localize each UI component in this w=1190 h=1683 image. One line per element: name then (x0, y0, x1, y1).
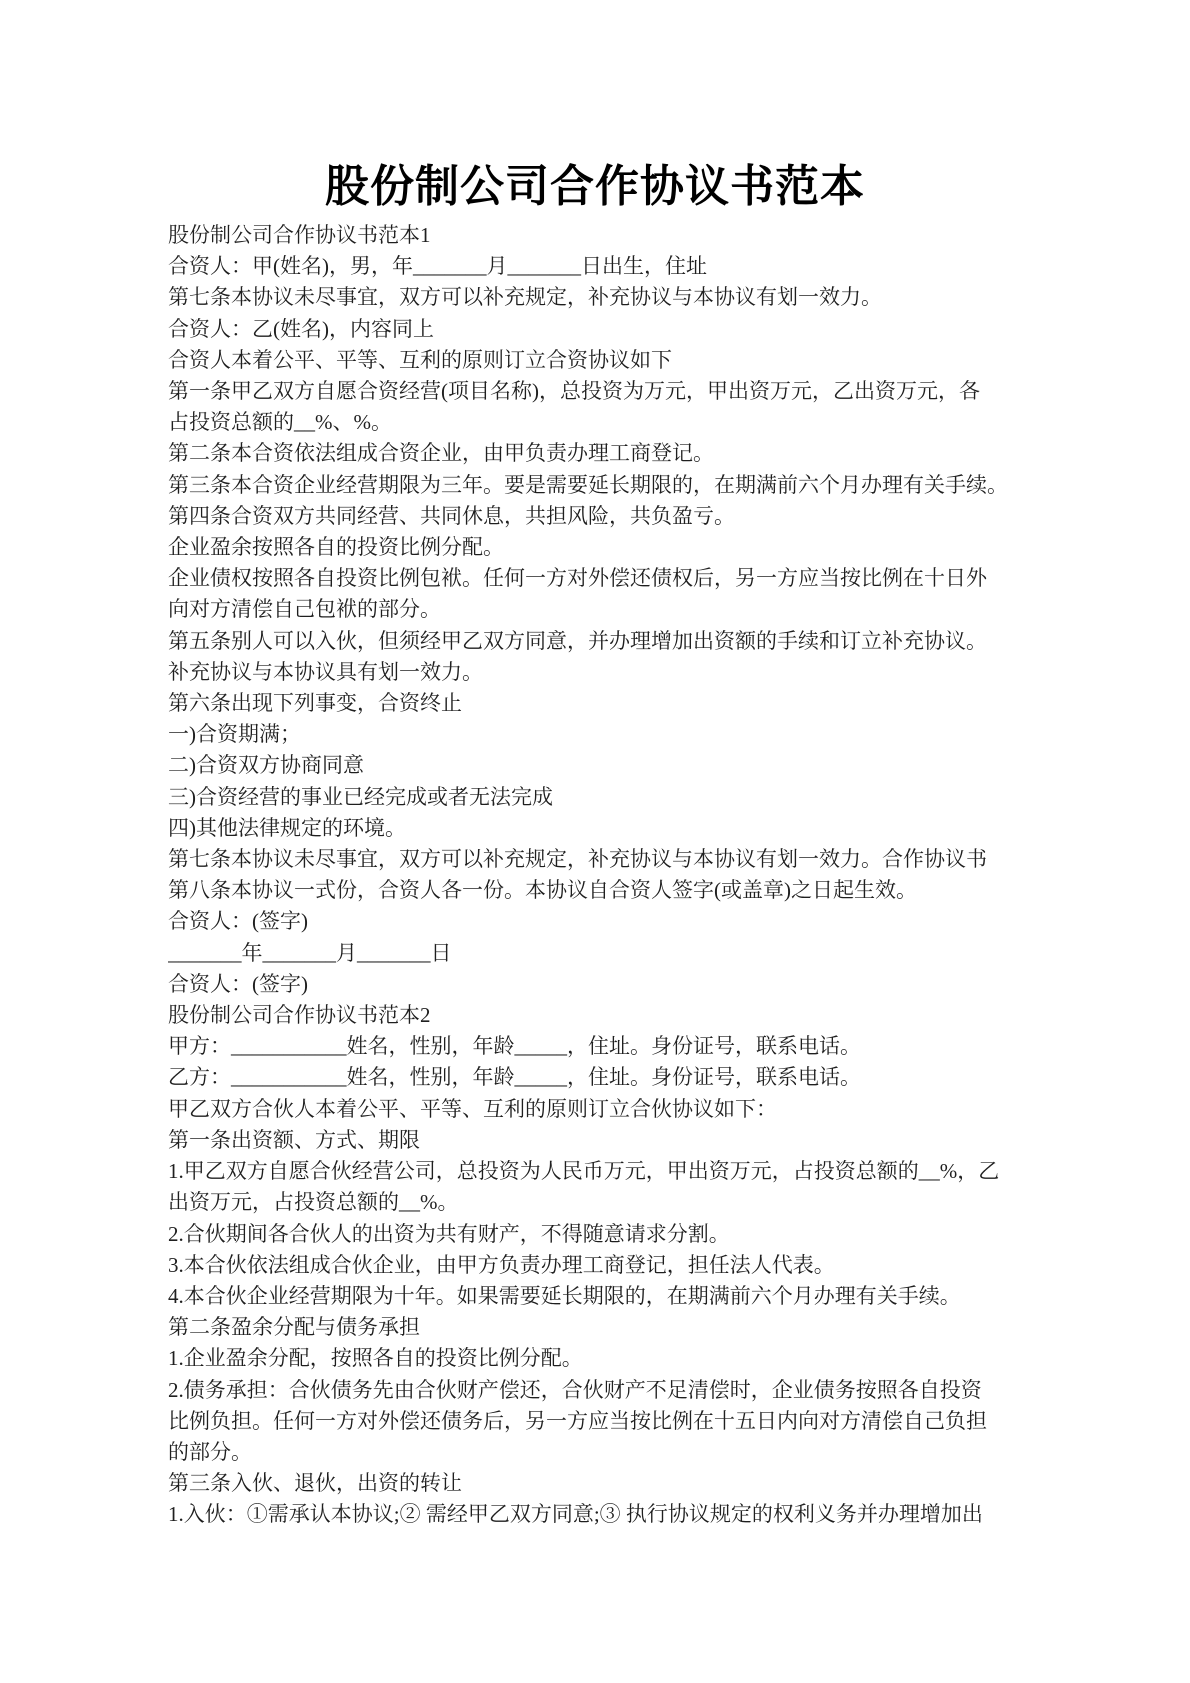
text-line: 合资人：乙(姓名)，内容同上 (168, 316, 434, 341)
text-line: 第五条别人可以入伙，但须经甲乙双方同意，并办理增加出资额的手续和订立补充协议。 (168, 628, 987, 653)
text-line: 第一条出资额、方式、期限 (168, 1127, 420, 1152)
text-line: 1.甲乙双方自愿合伙经营公司，总投资为人民币万元，甲出资万元，占投资总额的__%，乙 (168, 1159, 1000, 1184)
text-line: 占投资总额的__%、%。 (168, 410, 392, 435)
text-line: 第三条本合资企业经营期限为三年。要是需要延长期限的，在期满前六个月办理有关手续。 (168, 472, 1008, 497)
text-line: 第四条合资双方共同经营、共同休息，共担风险，共负盈亏。 (168, 503, 735, 528)
document-body (0, 220, 1190, 1531)
text-line: 比例负担。任何一方对外偿还债务后，另一方应当按比例在十五日内向对方清偿自己负担 (168, 1408, 987, 1433)
text-line: 第七条本协议未尽事宜，双方可以补充规定，补充协议与本协议有划一效力。合作协议书 (168, 847, 987, 872)
text-line: 第一条甲乙双方自愿合资经营(项目名称)，总投资为万元，甲出资万元，乙出资万元，各 (168, 379, 980, 404)
text-line: 向对方清偿自己包袱的部分。 (168, 597, 441, 622)
document-title: 股份制公司合作协议书范本 (325, 162, 865, 211)
text-line: 1.入伙：①需承认本协议;② 需经甲乙双方同意;③ 执行协议规定的权利义务并办理增加出 (168, 1502, 983, 1527)
text-line: 3.本合伙依法组成合伙企业，由甲方负责办理工商登记，担任法人代表。 (168, 1252, 835, 1277)
text-line: 补充协议与本协议具有划一效力。 (168, 659, 483, 684)
text-line: 第七条本协议未尽事宜，双方可以补充规定，补充协议与本协议有划一效力。 (168, 285, 882, 310)
text-line: 合资人：甲(姓名)，男，年_______月_______日出生，住址 (168, 254, 707, 279)
text-line: 甲方：___________姓名，性别，年龄_____，住址。身份证号，联系电话。 (168, 1034, 861, 1059)
text-line: 2.合伙期间各合伙人的出资为共有财产，不得随意请求分割。 (168, 1221, 730, 1246)
text-line: 2.债务承担：合伙债务先由合伙财产偿还，合伙财产不足清偿时，企业债务按照各自投资 (168, 1377, 982, 1402)
text-line: 乙方：___________姓名，性别，年龄_____，住址。身份证号，联系电话。 (168, 1065, 861, 1090)
text-line: 企业债权按照各自投资比例包袱。任何一方对外偿还债权后，另一方应当按比例在十日外 (168, 566, 987, 591)
text-line: 合资人：(签字) (168, 971, 308, 996)
text-line: 一)合资期满； (168, 722, 301, 747)
text-line: 的部分。 (168, 1439, 252, 1464)
text-line: 第八条本协议一式份，合资人各一份。本协议自合资人签字(或盖章)之日起生效。 (168, 878, 917, 903)
text-line: 股份制公司合作协议书范本2 (168, 1003, 431, 1028)
text-line: 第二条本合资依法组成合资企业，由甲负责办理工商登记。 (168, 441, 714, 466)
text-line: 合资人：(签字) (168, 909, 308, 934)
text-line: _______年_______月_______日 (168, 940, 452, 965)
text-line: 第三条入伙、退伙，出资的转让 (168, 1471, 462, 1496)
text-line: 四)其他法律规定的环境。 (168, 815, 406, 840)
text-line: 第二条盈余分配与债务承担 (168, 1315, 420, 1340)
text-line: 4.本合伙企业经营期限为十年。如果需要延长期限的，在期满前六个月办理有关手续。 (168, 1283, 961, 1308)
text-line: 合资人本着公平、平等、互利的原则订立合资协议如下 (168, 347, 672, 372)
text-line: 第六条出现下列事变，合资终止 (168, 691, 462, 716)
text-line: 股份制公司合作协议书范本1 (168, 223, 431, 247)
text-line: 三)合资经营的事业已经完成或者无法完成 (168, 784, 553, 809)
text-line: 企业盈余按照各自的投资比例分配。 (168, 535, 504, 560)
text-line: 出资万元，占投资总额的__%。 (168, 1190, 459, 1215)
text-line: 1.企业盈余分配，按照各自的投资比例分配。 (168, 1346, 583, 1371)
text-line: 二)合资双方协商同意 (168, 753, 364, 778)
text-line: 甲乙双方合伙人本着公平、平等、互利的原则订立合伙协议如下： (168, 1096, 777, 1121)
